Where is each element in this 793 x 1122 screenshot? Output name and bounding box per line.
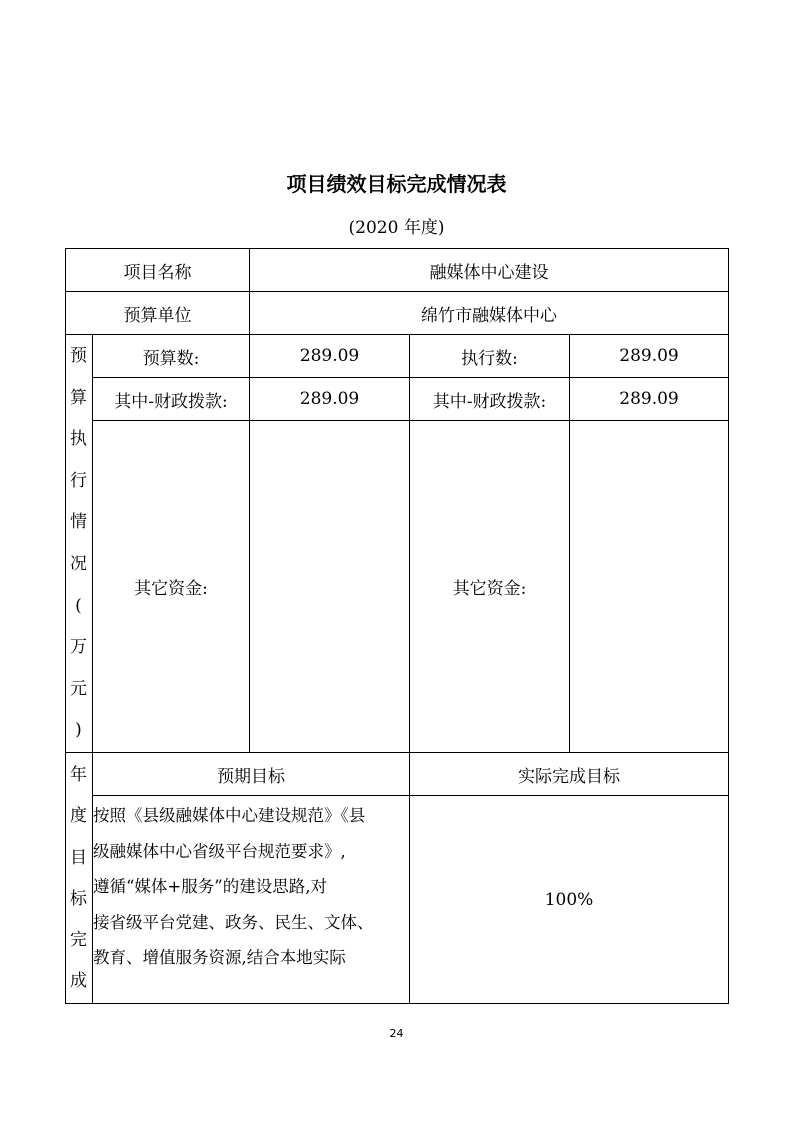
fiscal-appropriation-label: 其中-财政拨款:: [114, 391, 228, 412]
budget-section-label: 预 算 执 行 情 况 ( 万 元 ): [70, 346, 87, 741]
executed-amount-value: 289.09: [619, 346, 679, 366]
fiscal-appropriation-value: 289.09: [299, 389, 360, 409]
annual-goal-section-label: 年 度 目 标 完 成: [70, 765, 87, 992]
expected-goal-text: 按照《县级融媒体中心建设规范》《县 级融媒体中心省级平台规范要求》, 遵循“媒体+服务”的建设思路,对 接省级平台党建、政务、民生、文体、 教育、增值服务资源,结合本地实际: [93, 806, 374, 967]
budget-unit-value: 绵竹市融媒体中心: [421, 305, 557, 326]
page-title: 项目绩效目标完成情况表: [286, 172, 507, 196]
actual-goal-value: 100%: [544, 889, 594, 910]
budget-amount-label: 预算数:: [142, 348, 200, 369]
table-line: [65, 1003, 729, 1004]
project-name-value: 融媒体中心建设: [429, 262, 549, 283]
fiscal-appropriation-executed-label: 其中-财政拨款:: [432, 391, 547, 412]
other-funds-executed-value: [570, 421, 728, 752]
fiscal-appropriation-executed-value: 289.09: [619, 389, 679, 409]
other-funds-label: 其它资金:: [134, 579, 208, 599]
other-funds-executed-label: 其它资金:: [452, 579, 527, 599]
year-subtitle: (2020 年度): [348, 218, 445, 238]
project-name-label: 项目名称: [123, 262, 192, 283]
table-line: [728, 248, 729, 1004]
executed-amount-label: 执行数:: [461, 348, 518, 369]
actual-goal-header: 实际完成目标: [518, 766, 620, 787]
other-funds-value: [250, 421, 409, 752]
expected-goal-header: 预期目标: [217, 766, 285, 787]
page-number: 24: [389, 1027, 404, 1040]
budget-amount-value: 289.09: [299, 346, 360, 366]
budget-unit-label: 预算单位: [123, 305, 192, 326]
